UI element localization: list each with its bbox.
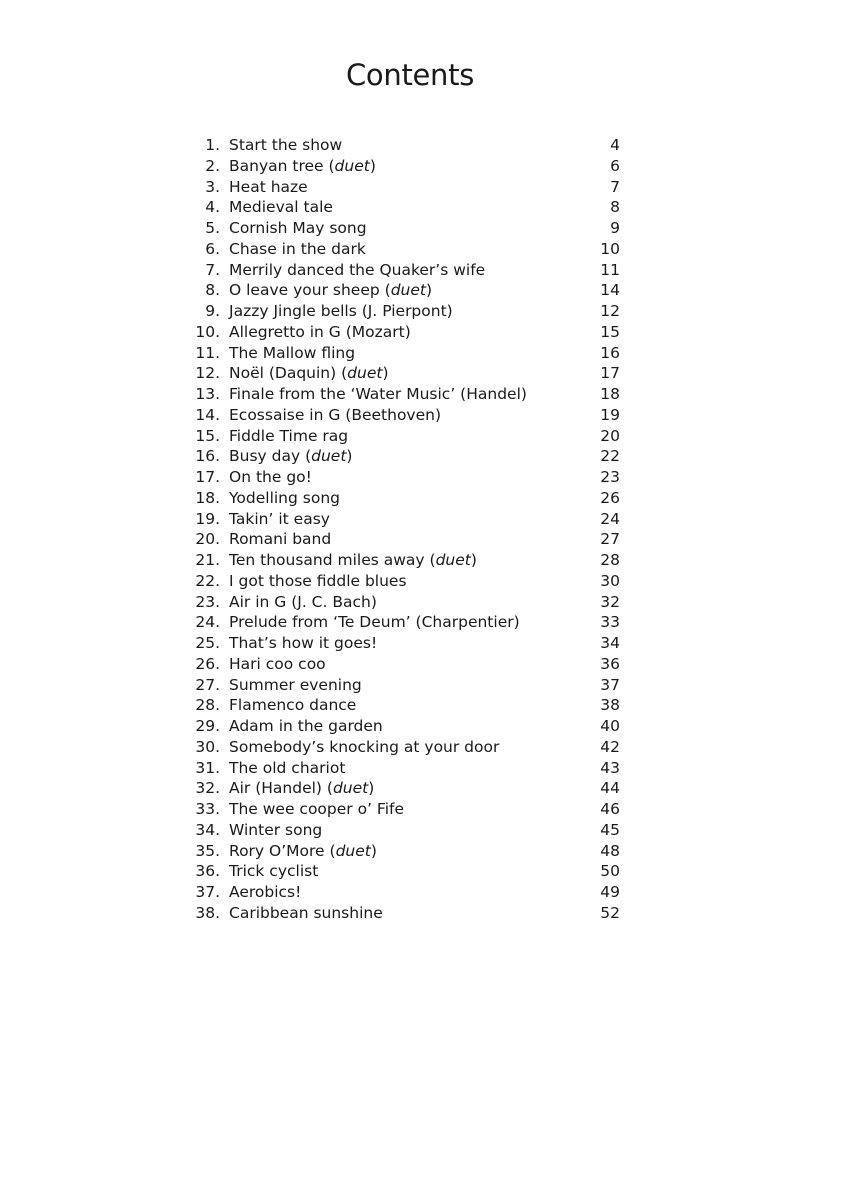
entry-title bbox=[220, 571, 580, 592]
contents-entry bbox=[190, 343, 620, 364]
contents-entry bbox=[190, 467, 620, 488]
entry-title bbox=[220, 260, 580, 281]
entry-title: Ten thousand miles away (duet) bbox=[229, 551, 477, 569]
entry-page-number: 11 bbox=[600, 260, 620, 279]
contents-entry bbox=[190, 405, 620, 426]
entry-title bbox=[220, 737, 580, 758]
entry-page-number: 23 bbox=[600, 468, 620, 486]
entry-title bbox=[220, 343, 580, 364]
entry-title-text: Medieval tale bbox=[229, 198, 333, 217]
entry-number: 9. bbox=[205, 302, 220, 320]
contents-entry bbox=[190, 737, 620, 758]
entry-title bbox=[220, 135, 580, 156]
entry-title bbox=[220, 467, 580, 488]
entry-page-number: 42 bbox=[600, 737, 620, 756]
entry-title bbox=[220, 882, 580, 903]
entry-title-text: Adam in the garden bbox=[229, 717, 383, 735]
entry-title bbox=[220, 488, 580, 509]
contents-entry bbox=[190, 820, 620, 841]
contents-entry bbox=[190, 135, 620, 156]
entry-title bbox=[220, 799, 580, 820]
entry-title-text: The wee cooper o’ Fife bbox=[229, 800, 405, 818]
contents-entry bbox=[190, 529, 620, 550]
entry-title bbox=[220, 197, 580, 218]
entry-title bbox=[220, 426, 580, 447]
contents-entry bbox=[190, 654, 620, 675]
entry-number: 2. bbox=[205, 156, 220, 175]
entry-title bbox=[220, 509, 580, 530]
entry-note: duet bbox=[334, 156, 370, 175]
entry-title-text: Winter song bbox=[229, 820, 323, 839]
entry-number: 3. bbox=[205, 177, 220, 196]
contents-entry bbox=[190, 301, 620, 322]
entry-title-text: Summer evening bbox=[229, 675, 362, 694]
entry-page-number: 14 bbox=[600, 281, 620, 300]
entry-page-number: 8 bbox=[610, 198, 620, 217]
contents-entry bbox=[190, 675, 620, 696]
entry-title bbox=[220, 903, 580, 924]
entry-page-number: 19 bbox=[600, 405, 620, 424]
entry-number: 27. bbox=[195, 675, 220, 694]
contents-entry bbox=[190, 882, 620, 903]
entry-title-text: Flamenco dance bbox=[229, 696, 357, 715]
entry-page-number: 12 bbox=[600, 302, 620, 320]
entry-title: Banyan tree (duet) bbox=[229, 156, 376, 175]
entry-title-text: The Mallow fling bbox=[229, 343, 356, 362]
entry-title-text: Fiddle Time rag bbox=[229, 426, 349, 445]
entry-note: duet bbox=[435, 551, 471, 569]
entry-page-number: 52 bbox=[600, 903, 620, 922]
entry-page-number: 4 bbox=[610, 136, 620, 154]
entry-page-number: 18 bbox=[600, 385, 620, 403]
entry-number: 25. bbox=[195, 634, 220, 652]
contents-entry bbox=[190, 384, 620, 405]
contents-entry bbox=[190, 571, 620, 592]
entry-number: 29. bbox=[195, 717, 220, 735]
entry-title bbox=[220, 301, 580, 322]
entry-number: 28. bbox=[195, 696, 220, 715]
entry-page-number: 44 bbox=[600, 779, 620, 798]
entry-number: 8. bbox=[205, 281, 220, 300]
entry-title bbox=[220, 177, 580, 198]
entry-title-text: Merrily danced the Quaker’s wife bbox=[229, 260, 486, 279]
contents-entry bbox=[190, 363, 620, 384]
entry-page-number: 37 bbox=[600, 675, 620, 694]
entry-number: 22. bbox=[195, 571, 220, 590]
entry-title bbox=[220, 758, 580, 779]
entry-title bbox=[220, 675, 580, 696]
entry-title bbox=[220, 405, 580, 426]
entry-number: 4. bbox=[205, 198, 220, 217]
entry-title bbox=[220, 384, 580, 405]
entry-page-number: 43 bbox=[600, 758, 620, 777]
contents-entry bbox=[190, 426, 620, 447]
entry-note: duet bbox=[311, 447, 347, 466]
entry-title-text: Cornish May song bbox=[229, 219, 367, 237]
entry-title bbox=[220, 322, 580, 343]
page-title: Contents bbox=[345, 58, 475, 92]
entry-title-text: Jazzy Jingle bells (J. Pierpont) bbox=[229, 302, 453, 320]
entry-title-text: Aerobics! bbox=[229, 883, 302, 901]
entry-page-number: 15 bbox=[600, 322, 620, 341]
entry-number: 23. bbox=[195, 592, 220, 611]
entry-title: Air (Handel) (duet) bbox=[229, 779, 375, 798]
entry-title-text: O leave your sheep bbox=[229, 281, 380, 300]
contents-entry bbox=[190, 716, 620, 737]
entry-title-text: Start the show bbox=[229, 136, 343, 154]
entry-number: 26. bbox=[195, 654, 220, 673]
entry-number: 36. bbox=[195, 862, 220, 881]
entry-page-number: 16 bbox=[600, 343, 620, 362]
entry-title-text: That’s how it goes! bbox=[229, 634, 378, 652]
entry-page-number: 36 bbox=[600, 654, 620, 673]
contents-entry bbox=[190, 695, 620, 716]
entry-number: 6. bbox=[205, 239, 220, 258]
entry-number: 33. bbox=[195, 800, 220, 818]
entry-title-text: Takin’ it easy bbox=[229, 509, 330, 528]
entry-title-text: Banyan tree bbox=[229, 156, 324, 175]
entry-number: 21. bbox=[195, 551, 220, 569]
entry-title-text: Busy day bbox=[229, 447, 301, 466]
entry-title-text: Somebody’s knocking at your door bbox=[229, 737, 500, 756]
entry-title: Noël (Daquin) (duet) bbox=[229, 364, 389, 383]
contents-entry bbox=[190, 488, 620, 509]
entry-number: 16. bbox=[195, 447, 220, 466]
entry-title bbox=[220, 218, 580, 239]
entry-number: 19. bbox=[195, 509, 220, 528]
contents-entry bbox=[190, 280, 620, 301]
entry-page-number: 7 bbox=[610, 177, 620, 196]
entry-title bbox=[220, 695, 580, 716]
contents-entry bbox=[190, 239, 620, 260]
entry-title: Busy day (duet) bbox=[229, 447, 353, 466]
entry-page-number: 9 bbox=[610, 219, 620, 237]
contents-entry bbox=[190, 177, 620, 198]
entry-note: duet bbox=[347, 364, 383, 383]
entry-number: 1. bbox=[205, 136, 220, 154]
entry-number: 20. bbox=[195, 530, 220, 549]
entry-page-number: 10 bbox=[600, 239, 620, 258]
entry-page-number: 34 bbox=[600, 634, 620, 652]
entry-title-text: Chase in the dark bbox=[229, 239, 366, 258]
entry-page-number: 20 bbox=[600, 426, 620, 445]
contents-entry bbox=[190, 592, 620, 613]
entry-title-text: Allegretto in G (Mozart) bbox=[229, 322, 411, 341]
entry-page-number: 33 bbox=[600, 613, 620, 632]
contents-entry bbox=[190, 612, 620, 633]
entry-title: Rory O’More (duet) bbox=[229, 841, 377, 860]
entry-number: 35. bbox=[195, 841, 220, 860]
entry-number: 34. bbox=[195, 820, 220, 839]
entry-number: 12. bbox=[195, 364, 220, 383]
contents-entry bbox=[190, 156, 620, 177]
entry-note: duet bbox=[390, 281, 426, 300]
entry-number: 5. bbox=[205, 219, 220, 237]
entry-title-text: Ten thousand miles away bbox=[229, 551, 425, 569]
entry-title-text: I got those fiddle blues bbox=[229, 571, 407, 590]
contents-entry bbox=[190, 218, 620, 239]
entry-page-number: 24 bbox=[600, 509, 620, 528]
contents-entry bbox=[190, 778, 620, 799]
entry-number: 38. bbox=[195, 903, 220, 922]
entry-number: 24. bbox=[195, 613, 220, 632]
contents-entry bbox=[190, 322, 620, 343]
entry-title-text: Noël (Daquin) bbox=[229, 364, 337, 383]
entry-page-number: 27 bbox=[600, 530, 620, 549]
entry-number: 15. bbox=[195, 426, 220, 445]
entry-title bbox=[220, 716, 580, 737]
contents-entry bbox=[190, 260, 620, 281]
entry-title-text: The old chariot bbox=[229, 758, 346, 777]
entry-title-text: Caribbean sunshine bbox=[229, 903, 383, 922]
contents-entry bbox=[190, 841, 620, 862]
entry-number: 17. bbox=[195, 468, 220, 486]
entry-title-text: Heat haze bbox=[229, 177, 308, 196]
entry-page-number: 28 bbox=[600, 551, 620, 569]
contents-entry bbox=[190, 758, 620, 779]
entry-number: 7. bbox=[205, 260, 220, 279]
entry-title-text: Trick cyclist bbox=[229, 862, 319, 881]
entry-number: 14. bbox=[195, 405, 220, 424]
entry-title-text: Yodelling song bbox=[229, 488, 340, 507]
entry-page-number: 49 bbox=[600, 883, 620, 901]
entry-page-number: 22 bbox=[600, 447, 620, 466]
entry-number: 18. bbox=[195, 488, 220, 507]
contents-entry bbox=[190, 861, 620, 882]
entry-title bbox=[220, 633, 580, 654]
entry-number: 11. bbox=[195, 343, 220, 362]
contents-entry bbox=[190, 550, 620, 571]
contents-entry bbox=[190, 509, 620, 530]
entry-page-number: 48 bbox=[600, 841, 620, 860]
contents-list bbox=[190, 135, 620, 924]
entry-number: 37. bbox=[195, 883, 220, 901]
entry-page-number: 32 bbox=[600, 592, 620, 611]
entry-title bbox=[220, 820, 580, 841]
entry-page-number: 6 bbox=[610, 156, 620, 175]
contents-entry bbox=[190, 903, 620, 924]
entry-number: 32. bbox=[195, 779, 220, 798]
entry-page-number: 50 bbox=[600, 862, 620, 881]
entry-title-text: Prelude from ‘Te Deum’ (Charpentier) bbox=[229, 613, 520, 632]
entry-title-text: Hari coo coo bbox=[229, 654, 326, 673]
entry-note: duet bbox=[332, 779, 369, 798]
entry-title-text: On the go! bbox=[229, 468, 312, 486]
entry-number: 31. bbox=[195, 758, 220, 777]
entry-number: 13. bbox=[195, 385, 220, 403]
entry-title: O leave your sheep (duet) bbox=[229, 281, 433, 300]
entry-title bbox=[220, 861, 580, 882]
entry-title-text: Air in G (J. C. Bach) bbox=[229, 592, 377, 611]
entry-title bbox=[220, 612, 580, 633]
contents-entry bbox=[190, 197, 620, 218]
entry-title-text: Finale from the ‘Water Music’ (Handel) bbox=[229, 385, 527, 403]
entry-title bbox=[220, 654, 580, 675]
entry-title-text: Ecossaise in G (Beethoven) bbox=[229, 405, 442, 424]
entry-number: 10. bbox=[195, 322, 220, 341]
contents-entry bbox=[190, 633, 620, 654]
entry-title bbox=[220, 529, 580, 550]
entry-title-text: Air (Handel) bbox=[229, 779, 322, 798]
entry-title bbox=[220, 239, 580, 260]
entry-number: 30. bbox=[195, 737, 220, 756]
entry-title bbox=[220, 592, 580, 613]
entry-title-text: Romani band bbox=[229, 530, 332, 549]
entry-page-number: 38 bbox=[600, 696, 620, 715]
entry-page-number: 17 bbox=[600, 364, 620, 383]
entry-page-number: 30 bbox=[600, 571, 620, 590]
entry-page-number: 45 bbox=[600, 820, 620, 839]
entry-page-number: 46 bbox=[600, 800, 620, 818]
entry-note: duet bbox=[335, 841, 371, 860]
entry-page-number: 26 bbox=[600, 488, 620, 507]
entry-page-number: 40 bbox=[600, 717, 620, 735]
contents-entry bbox=[190, 446, 620, 467]
contents-entry bbox=[190, 799, 620, 820]
entry-title-text: Rory O’More bbox=[229, 841, 325, 860]
